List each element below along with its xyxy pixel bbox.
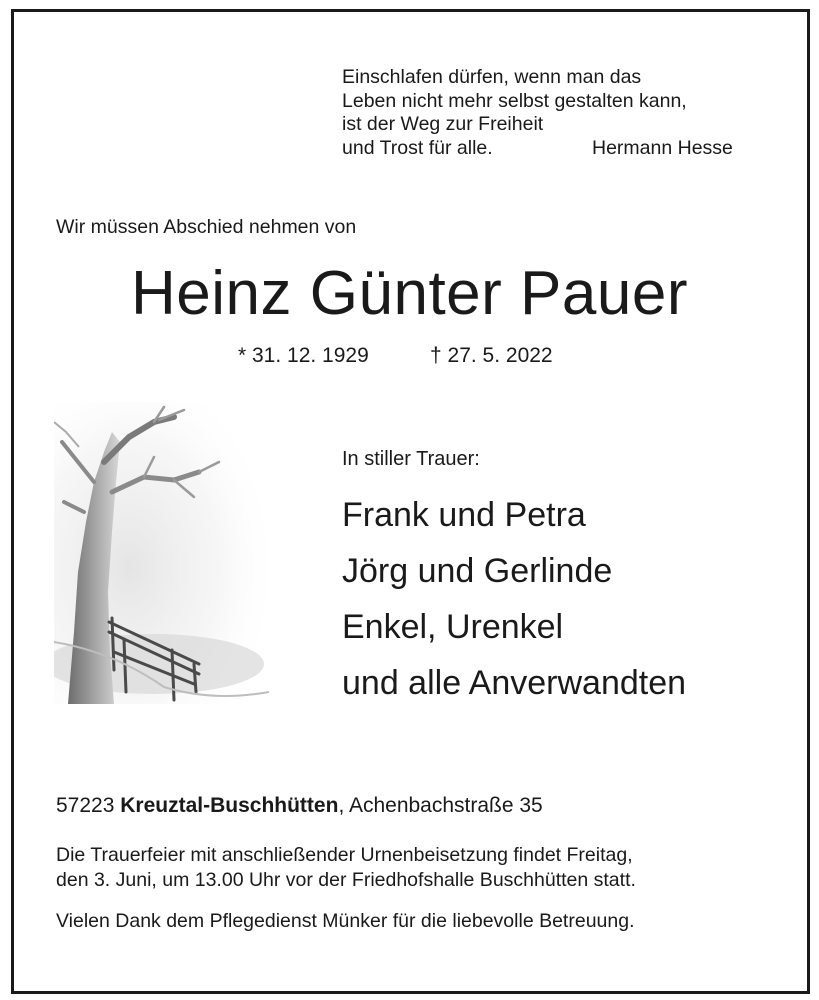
- hesse-quote: [342, 66, 772, 160]
- deceased-name: Heinz Günter Pauer: [131, 259, 688, 328]
- birth-date: * 31. 12. 1929: [238, 344, 369, 367]
- mourner-line: und alle Anverwandten: [342, 664, 687, 702]
- address-zip: 57223: [56, 794, 115, 817]
- quote-line: ist der Weg zur Freiheit: [342, 113, 544, 135]
- quote-author: Hermann Hesse: [592, 136, 733, 159]
- tree-and-bench-drawing-icon: [54, 402, 269, 704]
- quote-line: und Trost für alle.: [342, 136, 493, 159]
- address-town: Kreuztal-Buschhütten: [120, 794, 339, 817]
- farewell-intro: Wir müssen Abschied nehmen von: [56, 216, 357, 238]
- mourner-line: Jörg und Gerlinde: [342, 552, 613, 590]
- mourner-line: Enkel, Urenkel: [342, 608, 564, 646]
- mourner-line: Frank und Petra: [342, 496, 586, 534]
- ceremony-line: den 3. Juni, um 13.00 Uhr vor der Friedhofshalle Buschhütten statt.: [56, 869, 636, 891]
- quote-line: Einschlafen dürfen, wenn man das: [342, 66, 642, 88]
- mourners-list: [342, 487, 686, 711]
- mourning-label: In stiller Trauer:: [342, 448, 480, 470]
- address-street: , Achenbachstraße 35: [338, 794, 543, 817]
- death-date: † 27. 5. 2022: [430, 344, 553, 367]
- quote-line: Leben nicht mehr selbst gestalten kann,: [342, 89, 687, 112]
- quote-last-line-row: [342, 137, 772, 161]
- mourning-address: [56, 794, 543, 818]
- ceremony-info: [56, 843, 786, 893]
- ceremony-line: Die Trauerfeier mit anschließender Urnenbeisetzung findet Freitag,: [56, 844, 633, 866]
- thanks-note: Vielen Dank dem Pflegedienst Münker für die liebevolle Betreuung.: [56, 910, 635, 932]
